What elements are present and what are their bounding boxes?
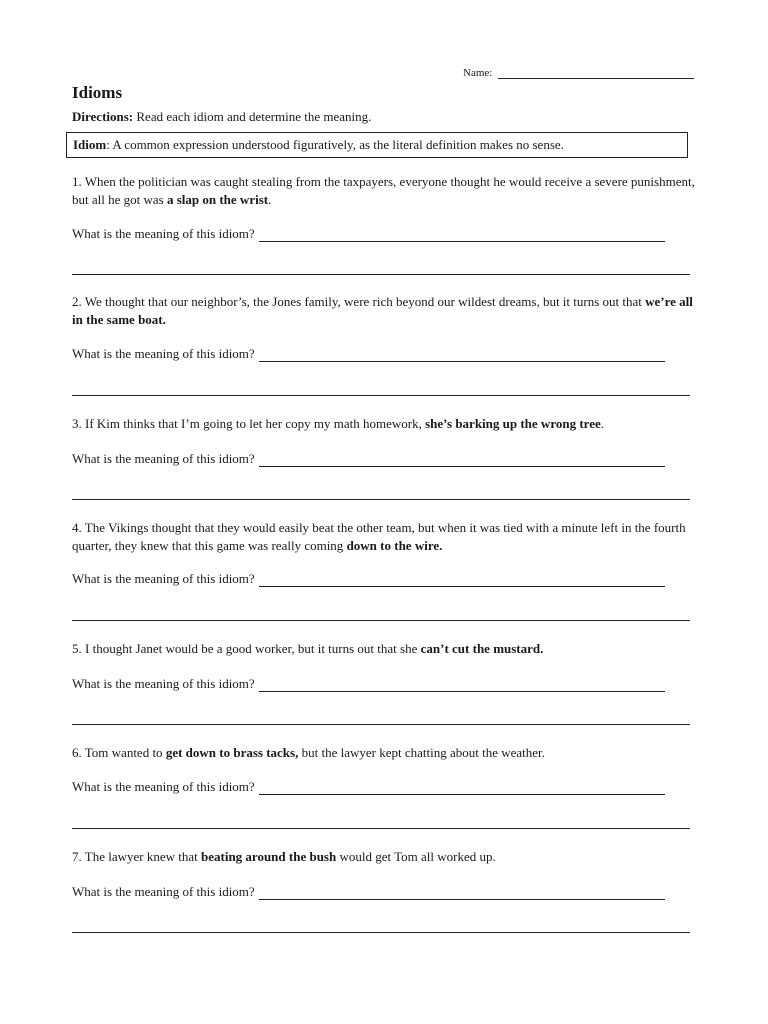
directions-text: Read each idiom and determine the meaning. xyxy=(133,109,372,124)
page-title: Idioms xyxy=(72,83,123,102)
question-4 xyxy=(72,519,697,555)
question-text-end: . xyxy=(600,416,604,431)
name-label: Name: xyxy=(463,67,493,79)
answer-extra-line-2[interactable] xyxy=(72,395,690,396)
question-text: 5. I thought Janet would be a good worker, but it turns out that she xyxy=(72,641,421,656)
answer-extra-line-7[interactable] xyxy=(72,932,690,933)
answer-row-5[interactable] xyxy=(72,676,665,692)
idiom-phrase: beating around the bush xyxy=(201,849,337,864)
answer-extra-line-6[interactable] xyxy=(72,828,690,829)
answer-prompt: What is the meaning of this idiom? xyxy=(72,571,255,586)
question-3 xyxy=(72,415,697,433)
answer-extra-line-1[interactable] xyxy=(72,274,690,275)
question-2 xyxy=(72,293,697,329)
question-text: 7. The lawyer knew that xyxy=(72,849,201,864)
answer-prompt: What is the meaning of this idiom? xyxy=(72,346,255,361)
definition-term: Idiom xyxy=(73,137,107,152)
question-text: 2. We thought that our neighbor’s, the Jones family, were rich beyond our wildest dreams, but it turns out that xyxy=(72,294,646,309)
answer-row-7[interactable] xyxy=(72,884,665,900)
question-text: 1. When the politician was caught stealing from the taxpayers, everyone thought he would receive a severe punishment, but all he got was xyxy=(72,174,695,207)
question-text-end: would get Tom all worked up. xyxy=(336,849,496,864)
question-text: 6. Tom wanted to xyxy=(72,745,166,760)
idiom-phrase: down to the wire. xyxy=(346,538,443,553)
answer-line[interactable] xyxy=(259,453,665,467)
answer-row-4[interactable] xyxy=(72,571,665,587)
answer-row-3[interactable] xyxy=(72,451,665,467)
answer-extra-line-4[interactable] xyxy=(72,620,690,621)
answer-prompt: What is the meaning of this idiom? xyxy=(72,451,255,466)
answer-prompt: What is the meaning of this idiom? xyxy=(72,884,255,899)
answer-prompt: What is the meaning of this idiom? xyxy=(72,226,255,241)
answer-line[interactable] xyxy=(259,348,665,362)
idiom-phrase: she’s barking up the wrong tree xyxy=(425,416,601,431)
idiom-phrase: a slap on the wrist xyxy=(166,192,269,207)
directions-label: Directions: xyxy=(72,109,134,124)
name-line[interactable] xyxy=(498,66,694,79)
question-6 xyxy=(72,744,697,762)
definition-text: : A common expression understood figuratively, as the literal definition makes no sense. xyxy=(106,137,564,152)
answer-extra-line-5[interactable] xyxy=(72,724,690,725)
answer-line[interactable] xyxy=(259,886,665,900)
question-text-end: but the lawyer kept chatting about the weather. xyxy=(298,745,545,760)
directions xyxy=(72,109,371,125)
definition-box xyxy=(66,132,688,158)
answer-prompt: What is the meaning of this idiom? xyxy=(72,779,255,794)
question-text: 4. The Vikings thought that they would easily beat the other team, but when it was tied with a minute left in the fourth quarter, they knew that this game was really coming xyxy=(72,520,686,553)
question-5 xyxy=(72,640,697,658)
question-1 xyxy=(72,173,697,209)
name-field[interactable] xyxy=(463,66,694,79)
answer-line[interactable] xyxy=(259,228,665,242)
idiom-phrase: get down to brass tacks, xyxy=(165,745,299,760)
question-text: 3. If Kim thinks that I’m going to let her copy my math homework, xyxy=(72,416,426,431)
answer-row-2[interactable] xyxy=(72,346,665,362)
answer-extra-line-3[interactable] xyxy=(72,499,690,500)
answer-line[interactable] xyxy=(259,678,665,692)
answer-line[interactable] xyxy=(259,781,665,795)
question-7 xyxy=(72,848,697,866)
question-text-end: . xyxy=(268,192,272,207)
idiom-phrase: we’re all in the same boat. xyxy=(72,294,693,327)
answer-line[interactable] xyxy=(259,573,665,587)
answer-prompt: What is the meaning of this idiom? xyxy=(72,676,255,691)
answer-row-1[interactable] xyxy=(72,226,665,242)
answer-row-6[interactable] xyxy=(72,779,665,795)
idiom-phrase: can’t cut the mustard. xyxy=(420,641,544,656)
